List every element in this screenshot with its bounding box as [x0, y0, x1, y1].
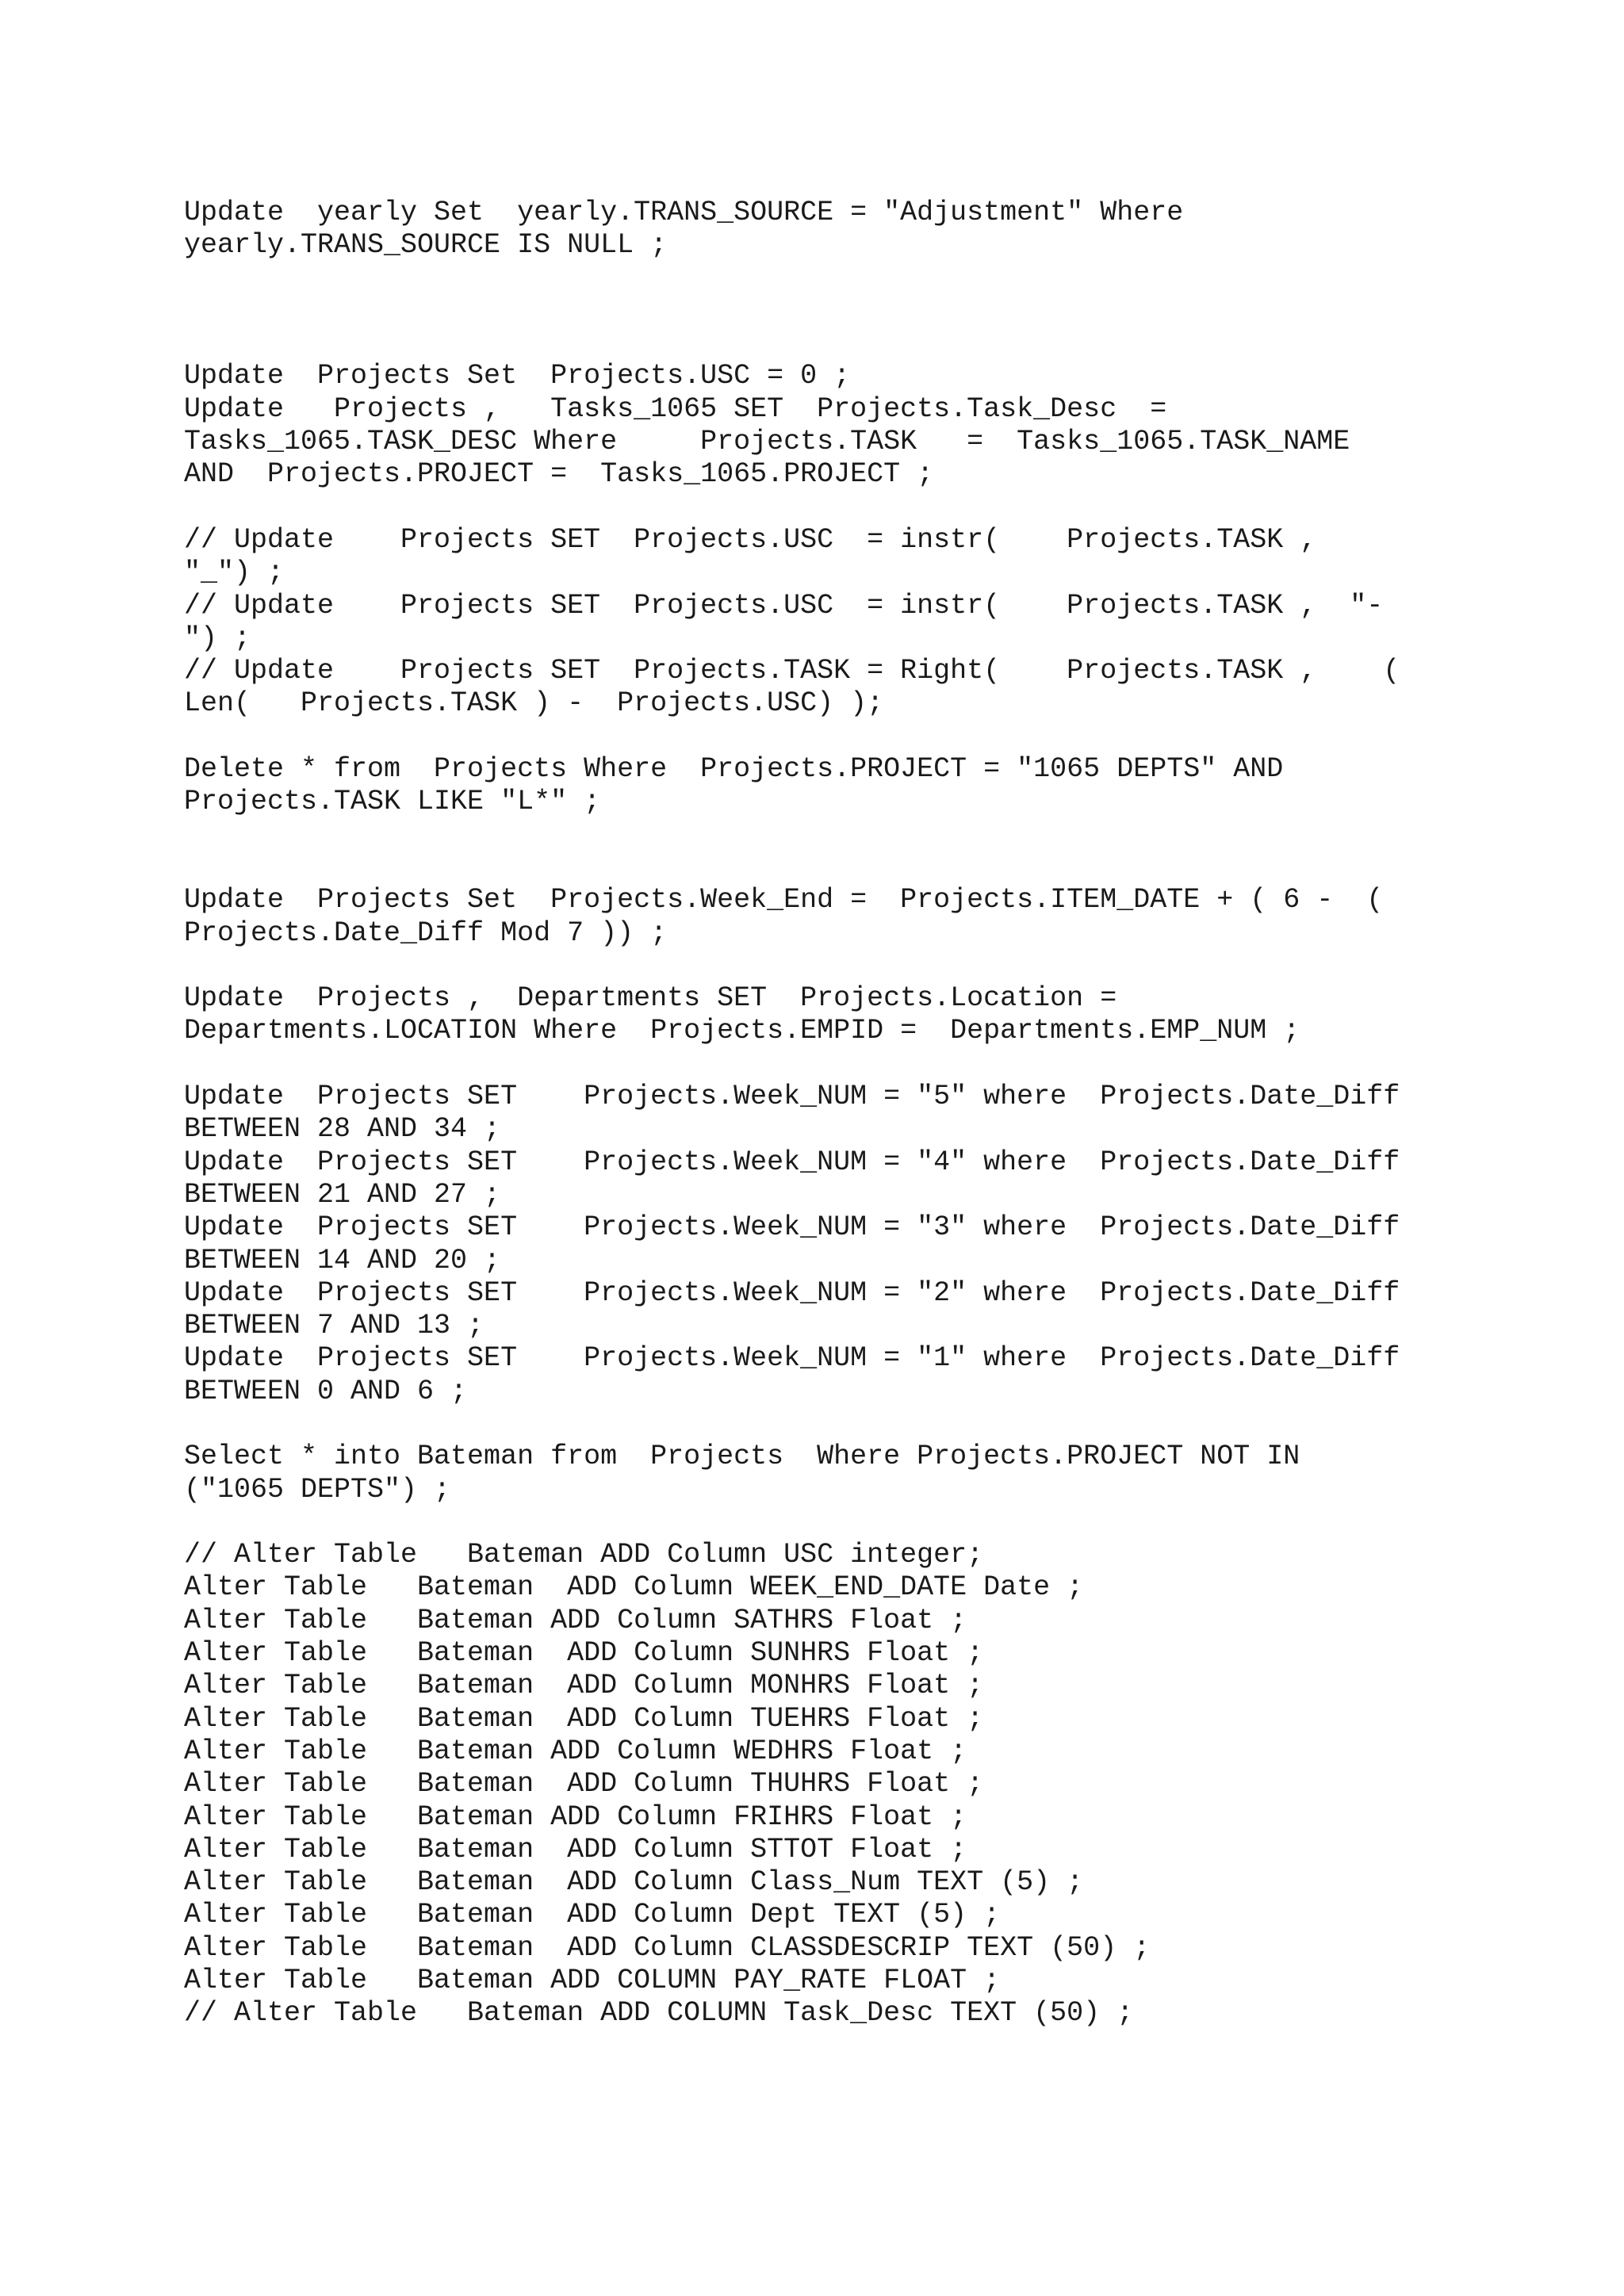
code-line: Update Projects SET Projects.Week_NUM = "1" where Projects.Date_Diff [184, 1342, 1400, 1375]
code-line: // Update Projects SET Projects.USC = instr( Projects.TASK , [184, 523, 1317, 556]
code-line: BETWEEN 21 AND 27 ; [184, 1178, 501, 1211]
code-line: // Update Projects SET Projects.TASK = Right( Projects.TASK , ( [184, 655, 1400, 687]
code-line: Alter Table Bateman ADD Column THUHRS Float ; [184, 1768, 984, 1800]
blank-line [184, 295, 1469, 327]
code-line: Alter Table Bateman ADD COLUMN PAY_RATE FLOAT ; [184, 1965, 1001, 1997]
code-line: Alter Table Bateman ADD Column Dept TEXT (5) ; [184, 1899, 1001, 1931]
code-line: Update yearly Set yearly.TRANS_SOURCE = "Adjustment" Where [184, 197, 1184, 228]
code-line: "_") ; [184, 557, 285, 589]
code-line: ") ; [184, 622, 251, 654]
code-line: AND Projects.PROJECT = Tasks_1065.PROJECT ; [184, 458, 934, 491]
blank-line [184, 1048, 1469, 1081]
code-line: ("1065 DEPTS") ; [184, 1473, 451, 1506]
code-line: Delete * from Projects Where Projects.PROJECT = "1065 DEPTS" AND [184, 753, 1284, 786]
code-line: Alter Table Bateman ADD Column TUEHRS Float ; [184, 1702, 984, 1735]
code-line: Update Projects , Departments SET Projects.Location = [184, 982, 1117, 1015]
code-line: Alter Table Bateman ADD Column STTOT Float ; [184, 1833, 967, 1866]
code-line: BETWEEN 0 AND 6 ; [184, 1375, 468, 1407]
code-line: BETWEEN 28 AND 34 ; [184, 1113, 501, 1146]
code-line: Alter Table Bateman ADD Column FRIHRS Float ; [184, 1800, 967, 1833]
code-line: Alter Table Bateman ADD Column WEEK_END_DATE Date ; [184, 1571, 1084, 1604]
code-line: Alter Table Bateman ADD Column SATHRS Float ; [184, 1604, 967, 1636]
code-line: Alter Table Bateman ADD Column MONHRS Float ; [184, 1670, 984, 1702]
blank-line [184, 1408, 1469, 1441]
code-line: Update Projects SET Projects.Week_NUM = "4" where Projects.Date_Diff [184, 1146, 1400, 1178]
blank-line [184, 819, 1469, 851]
code-line: BETWEEN 14 AND 20 ; [184, 1244, 501, 1276]
code-line: Departments.LOCATION Where Projects.EMPID = Departments.EMP_NUM ; [184, 1015, 1300, 1047]
code-line: // Alter Table Bateman ADD COLUMN Task_Desc TEXT (50) ; [184, 1997, 1134, 2030]
code-line: Alter Table Bateman ADD Column WEDHRS Float ; [184, 1735, 967, 1767]
code-line: yearly.TRANS_SOURCE IS NULL ; [184, 229, 668, 262]
code-line: Alter Table Bateman ADD Column Class_Num TEXT (5) ; [184, 1866, 1084, 1899]
blank-line [184, 262, 1469, 295]
code-line: Update Projects SET Projects.Week_NUM = "3" where Projects.Date_Diff [184, 1211, 1400, 1244]
code-line: Alter Table Bateman ADD Column SUNHRS Float ; [184, 1637, 984, 1670]
code-line: Len( Projects.TASK ) - Projects.USC) ); [184, 687, 884, 720]
code-line: // Update Projects SET Projects.USC = instr( Projects.TASK , "- [184, 589, 1384, 622]
code-line: Update Projects Set Projects.Week_End = Projects.ITEM_DATE + ( 6 - ( [184, 884, 1384, 916]
blank-line [184, 1506, 1469, 1539]
code-line: // Alter Table Bateman ADD Column USC integer; [184, 1539, 984, 1571]
code-line: Projects.Date_Diff Mod 7 )) ; [184, 916, 668, 949]
code-line: Select * into Bateman from Projects Where Projects.PROJECT NOT IN [184, 1441, 1300, 1473]
code-line: BETWEEN 7 AND 13 ; [184, 1310, 485, 1342]
code-line: Update Projects SET Projects.Week_NUM = "2" where Projects.Date_Diff [184, 1276, 1400, 1309]
blank-line [184, 492, 1469, 524]
code-line: Update Projects SET Projects.Week_NUM = "5" where Projects.Date_Diff [184, 1081, 1400, 1113]
blank-line [184, 327, 1469, 360]
sql-code-block [184, 197, 1469, 2030]
code-line: Alter Table Bateman ADD Column CLASSDESCRIP TEXT (50) ; [184, 1931, 1151, 1964]
blank-line [184, 851, 1469, 884]
code-line: Update Projects Set Projects.USC = 0 ; [184, 360, 851, 392]
blank-line [184, 721, 1469, 753]
blank-line [184, 950, 1469, 982]
code-line: Projects.TASK LIKE "L*" ; [184, 786, 601, 818]
code-line: Tasks_1065.TASK_DESC Where Projects.TASK = Tasks_1065.TASK_NAME [184, 426, 1350, 458]
code-line: Update Projects , Tasks_1065 SET Projects.Task_Desc = [184, 392, 1167, 425]
